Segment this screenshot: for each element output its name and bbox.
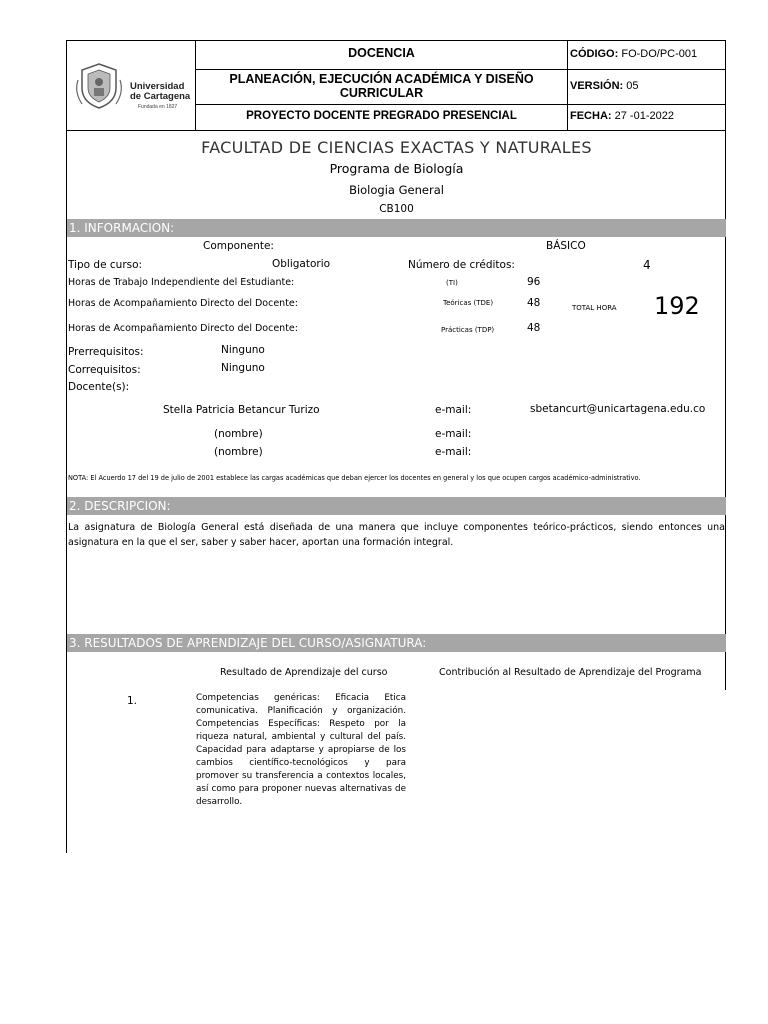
fecha-field xyxy=(570,110,674,122)
crest-icon xyxy=(72,60,126,112)
header-title-planeacion: PLANEACIÓN, EJECUCIÓN ACADÉMICA Y DISEÑO CURRICULAR xyxy=(229,72,534,100)
tipo-curso-label: Tipo de curso: xyxy=(68,259,143,271)
hdd-teoricas-label: Horas de Acompañamiento Directo del Docente: xyxy=(68,298,298,309)
resultados-col-curso: Resultado de Aprendizaje del curso xyxy=(220,667,388,678)
logo-line-1: Universidad xyxy=(130,81,185,92)
hti-label: Horas de Trabajo Independiente del Estudiante: xyxy=(68,277,295,288)
section-resultados-header: 3. RESULTADOS DE APRENDIZAJE DEL CURSO/ASIGNATURA: xyxy=(67,634,726,652)
header-title-proyecto: PROYECTO DOCENTE PREGRADO PRESENCIAL xyxy=(246,110,517,122)
correquisitos-value: Ninguno xyxy=(221,362,265,374)
prerrequisitos-label: Prerrequisitos: xyxy=(68,346,144,358)
hti-value: 96 xyxy=(527,276,541,288)
codigo-field xyxy=(570,48,697,60)
hti-code: (TI) xyxy=(446,279,458,287)
university-logo xyxy=(72,60,192,116)
hdd-teoricas-value: 48 xyxy=(527,297,541,309)
resultado-1-number: 1. xyxy=(127,695,138,707)
hdd-practicas-code: Prácticas (TDP) xyxy=(441,326,495,334)
fecha-value: 27 -01-2022 xyxy=(614,110,674,122)
version-label: VERSIÓN: xyxy=(570,80,624,92)
creditos-label: Número de créditos: xyxy=(408,259,515,271)
codigo-label: CÓDIGO: xyxy=(570,48,619,60)
version-value: 05 xyxy=(626,80,639,92)
header-title-docencia: DOCENCIA xyxy=(348,46,415,60)
hdd-teoricas-code: Teóricas (TDE) xyxy=(443,299,494,307)
docente-3-name: (nombre) xyxy=(214,446,263,458)
docente-1-name: Stella Patricia Betancur Turizo xyxy=(163,404,320,416)
resultado-1-text: Competencias genéricas: Eficacia Etica comunicativa. Planificación y organización. Competencias Específicas: Respeto por la riqueza natural, ambiental y cultural del país. Capacidad para adaptarse y apropiarse de los cambios científico-tecnológicos y para promover su transferencia a contextos locales, así como para proponer nuevas alternativas de desarrollo. xyxy=(196,693,406,807)
componente-label: Componente: xyxy=(203,240,274,252)
tipo-curso-value: Obligatorio xyxy=(272,258,331,270)
header-border-top xyxy=(66,40,725,41)
resultados-col-programa: Contribución al Resultado de Aprendizaje del Programa xyxy=(439,667,702,678)
hdd-practicas-label: Horas de Acompañamiento Directo del Docente: xyxy=(68,323,298,334)
docente-2-email-label: e-mail: xyxy=(435,428,472,440)
header-col-divider-2 xyxy=(567,40,568,130)
header-row-divider-2 xyxy=(195,104,725,105)
version-field xyxy=(570,80,639,92)
descripcion-text: La asignatura de Biología General está diseñada de una manera que incluye componentes teórico-prácticos, siendo entonces una asignatura en la que el ser, saber y saber hacer, aportan una formación integral. xyxy=(68,522,725,548)
nota-legal: NOTA: El Acuerdo 17 del 19 de julio de 2001 establece las cargas académicas que deban ejercer los docentes en general y los que ocupen cargos académico-administrativo. xyxy=(68,474,641,482)
docente-3-email-label: e-mail: xyxy=(435,446,472,458)
total-hora-value: 192 xyxy=(654,292,700,320)
logo-line-3: Fundada en 1827 xyxy=(138,104,178,110)
docente-1-email-label: e-mail: xyxy=(435,404,472,416)
docente-1-email: sbetancurt@unicartagena.edu.co xyxy=(530,403,706,415)
correquisitos-label: Correquisitos: xyxy=(68,364,141,376)
docentes-label: Docente(s): xyxy=(68,381,130,393)
total-hora-label: TOTAL HORA xyxy=(572,304,617,312)
header-border-bottom xyxy=(66,130,725,131)
section-descripcion-header: 2. DESCRIPCION: xyxy=(67,497,726,515)
creditos-value: 4 xyxy=(643,258,651,272)
codigo-value: FO-DO/PC-001 xyxy=(621,48,698,60)
docente-2-name: (nombre) xyxy=(214,428,263,440)
course-title: Biologia General xyxy=(349,183,444,197)
fecha-label: FECHA: xyxy=(570,110,612,122)
course-code: CB100 xyxy=(379,203,414,215)
program-title: Programa de Biología xyxy=(329,161,464,176)
hdd-practicas-value: 48 xyxy=(527,322,541,334)
header-row-divider-1 xyxy=(195,69,725,70)
logo-line-2: de Cartagena xyxy=(130,91,191,102)
componente-value: BÁSICO xyxy=(546,240,586,252)
faculty-title: FACULTAD DE CIENCIAS EXACTAS Y NATURALES xyxy=(201,138,592,157)
section-informacion-header: 1. INFORMACION: xyxy=(67,219,726,237)
prerrequisitos-value: Ninguno xyxy=(221,344,265,356)
